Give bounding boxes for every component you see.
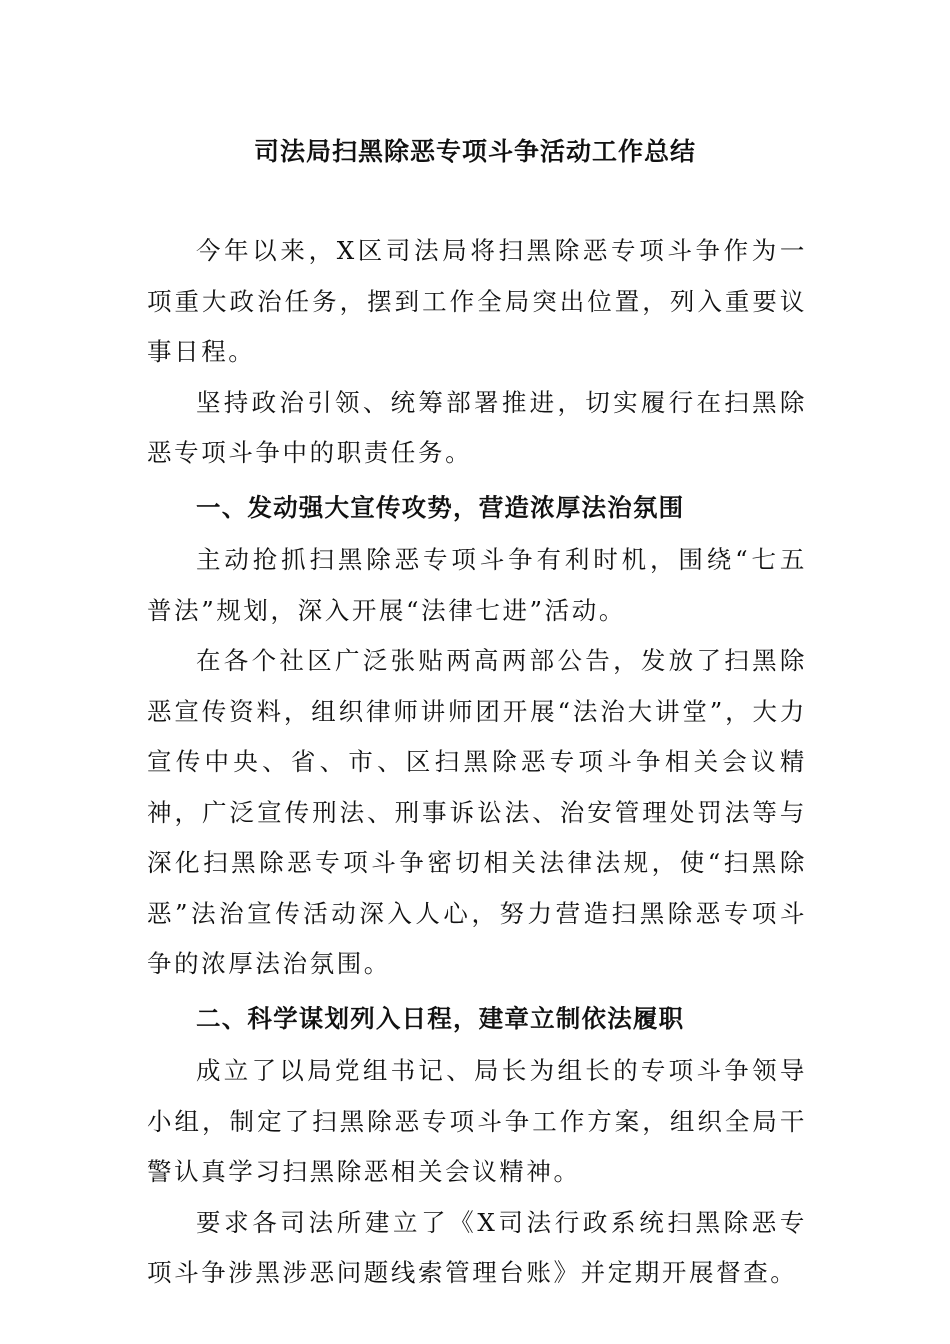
section-heading-2: 二、科学谋划列入日程，建章立制依法履职 [196,1003,685,1033]
paragraph-intro: 今年以来，X区司法局将扫黑除恶专项斗争作为一项重大政治任务，摆到工作全局突出位置，列入重要议事日程。 [147,236,807,366]
paragraph-planning-1: 成立了以局党组书记、局长为组长的专项斗争领导小组，制定了扫黑除恶专项斗争工作方案，组织全局干警认真学习扫黑除恶相关会议精神。 [147,1056,807,1186]
paragraph-planning-2: 要求各司法所建立了《X司法行政系统扫黑除恶专项斗争涉黑涉恶问题线索管理台账》并定期开展督查。 [147,1207,807,1287]
document-body [147,226,807,1299]
paragraph-publicity-1: 主动抢抓扫黑除恶专项斗争有利时机，围绕“七五普法”规划，深入开展“法律七进”活动。 [147,545,807,625]
paragraph-principle: 坚持政治引领、统筹部署推进，切实履行在扫黑除恶专项斗争中的职责任务。 [147,387,807,467]
section-heading-1: 一、发动强大宣传攻势，营造浓厚法治氛围 [196,492,685,522]
paragraph-publicity-2: 在各个社区广泛张贴两高两部公告，发放了扫黑除恶宣传资料，组织律师讲师团开展“法治大讲堂”，大力宣传中央、省、市、区扫黑除恶专项斗争相关会议精神，广泛宣传刑法、刑事诉讼法、治安管理处罚法等与深化扫黑除恶专项斗争密切相关法律法规，使“扫黑除恶”法治宣传活动深入人心，努力营造扫黑除恶专项斗争的浓厚法治氛围。 [147,646,807,978]
document-title: 司法局扫黑除恶专项斗争活动工作总结 [253,137,696,166]
